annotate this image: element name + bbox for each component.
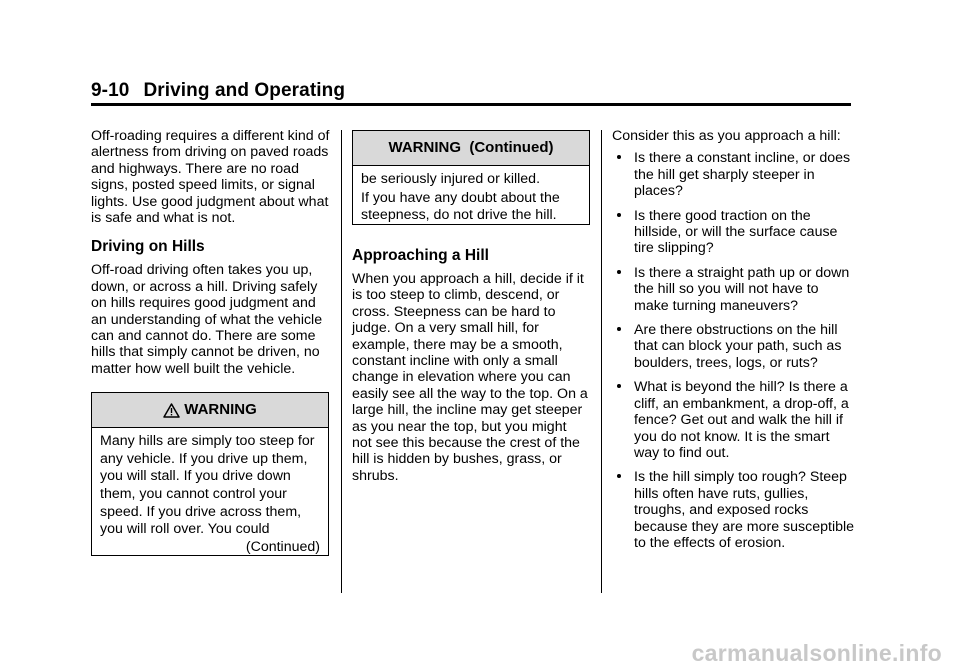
warning-header bbox=[92, 393, 328, 428]
column-3 bbox=[612, 128, 857, 559]
warning-box bbox=[91, 392, 329, 556]
bullet-icon bbox=[617, 270, 621, 274]
section-title: Driving and Operating bbox=[143, 80, 346, 101]
warning-continued-header bbox=[353, 131, 589, 166]
bullet-icon bbox=[617, 384, 621, 388]
driving-on-hills-paragraph: Off-road driving often takes you up, down, or across a hill. Driving safely on hills requires good judgment and an understanding of what the vehicle can and cannot do. There are some hills that simply cannot be driven, no matter how well built the vehicle. bbox=[91, 262, 323, 377]
warning-continued-line-2: If you have any doubt about the steepness, do not drive the hill. bbox=[361, 189, 560, 224]
list-item: Is there a constant incline, or does the hill get sharply steeper in places? bbox=[612, 150, 857, 199]
column-divider-1 bbox=[341, 130, 342, 593]
consider-intro: Consider this as you approach a hill: bbox=[612, 128, 841, 144]
approaching-a-hill-heading: Approaching a Hill bbox=[352, 247, 489, 264]
list-item: What is beyond the hill? Is there a cliff, an embankment, a drop-off, a fence? Get out and walk the hill if you do not know. It is the smart way to find out. bbox=[612, 379, 857, 461]
list-item: Is the hill simply too rough? Steep hills often have ruts, gullies, troughs, and exposed rocks because they are more susceptible to the effects of erosion. bbox=[612, 469, 857, 551]
bullet-icon bbox=[617, 213, 621, 217]
column-divider-2 bbox=[601, 130, 602, 593]
intro-paragraph: Off-roading requires a different kind of alertness from driving on paved roads and highways. There are no road signs, posted speed limits, or signal lights. Use good judgment about what is safe and what is not. bbox=[91, 128, 330, 227]
list-item: Are there obstructions on the hill that can block your path, such as boulders, trees, logs, or ruts? bbox=[612, 322, 857, 371]
approaching-a-hill-paragraph: When you approach a hill, decide if it is too steep to climb, descend, or cross. Steepness can be hard to judge. On a very small hill, for example, there may be a smooth, constant incline with only a small change in elevation where you can easily see all the way to the top. On a large hill, the incline may get steeper as you near the top, but you might not see this because the crest of the hill is hidden by bushes, grass, or shrubs. bbox=[352, 271, 588, 484]
list-item: Is there a straight path up or down the hill so you will not have to make turning maneuvers? bbox=[612, 265, 857, 314]
warning-title: WARNING bbox=[184, 401, 257, 419]
page-number: 9-10 bbox=[91, 80, 130, 101]
column-1 bbox=[91, 128, 331, 556]
bullet-icon bbox=[617, 474, 621, 478]
page-header bbox=[91, 80, 345, 102]
bullet-icon bbox=[617, 155, 621, 159]
list-item: Is there good traction on the hillside, or will the surface cause tire slipping? bbox=[612, 208, 857, 257]
warning-continued-title: WARNING (Continued) bbox=[388, 138, 554, 156]
warning-body bbox=[92, 428, 328, 556]
driving-on-hills-heading: Driving on Hills bbox=[91, 238, 205, 256]
warning-text: Many hills are simply too steep for any vehicle. If you drive up them, you will stall. If you drive down them, you cannot control your speed. If you drive across them, you will roll over. You could bbox=[100, 433, 315, 538]
warning-continued-body bbox=[353, 166, 589, 225]
warning-triangle-icon bbox=[163, 403, 180, 418]
bullet-icon bbox=[617, 327, 621, 331]
hill-checklist bbox=[612, 150, 857, 551]
header-rule bbox=[91, 103, 851, 106]
column-2 bbox=[352, 130, 590, 484]
continued-label: (Continued) bbox=[245, 538, 320, 555]
watermark: carmanualsonline.info bbox=[691, 640, 942, 666]
warning-continued-line-1: be seriously injured or killed. bbox=[361, 171, 541, 187]
warning-continued-box bbox=[352, 130, 590, 225]
